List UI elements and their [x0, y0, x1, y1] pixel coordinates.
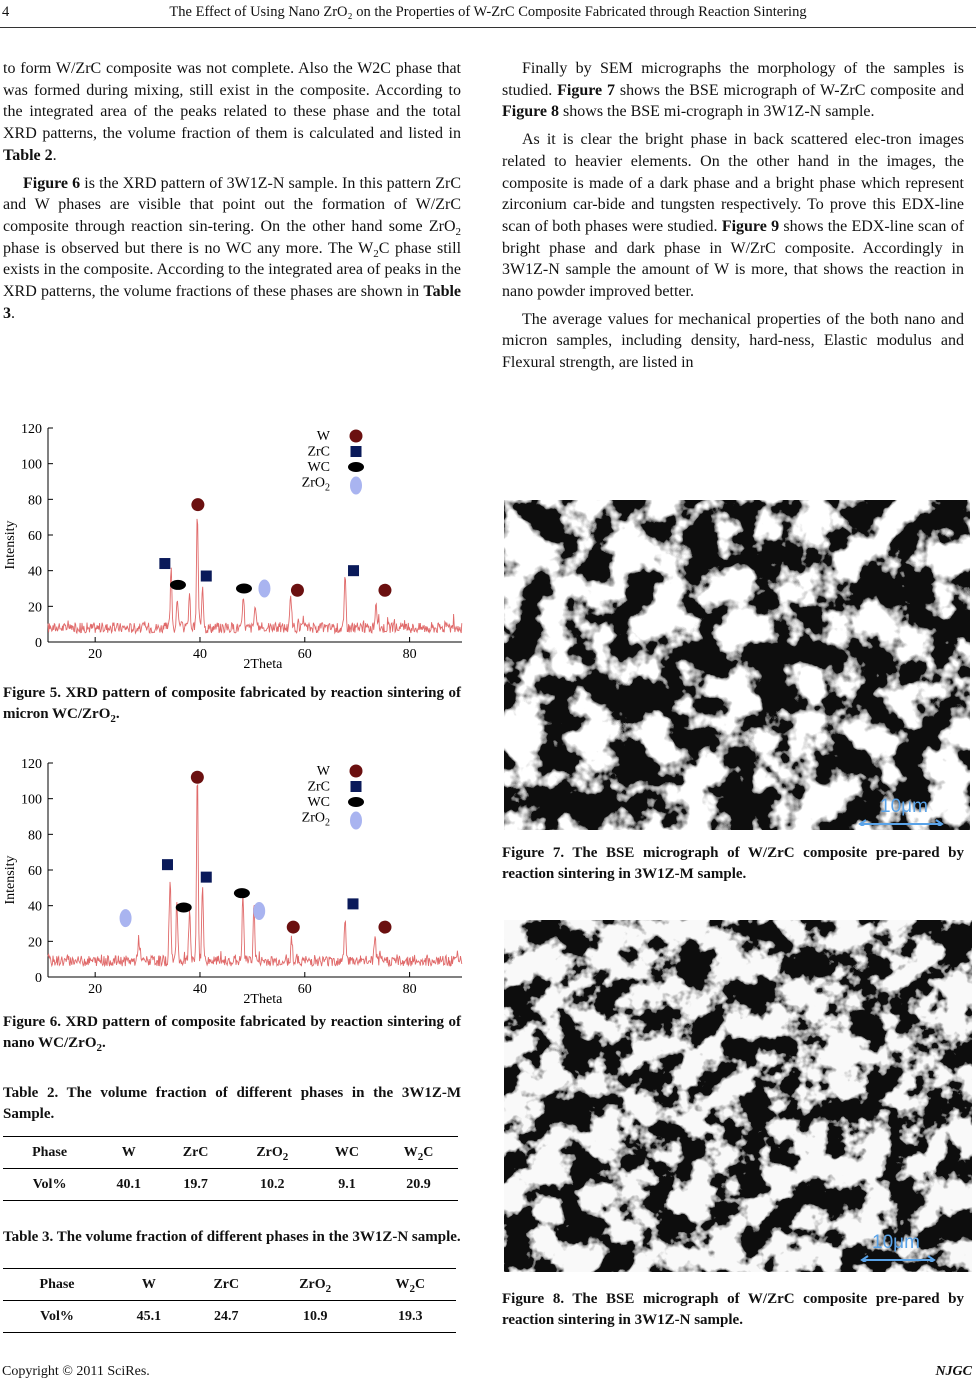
y-tick-label: 0 — [35, 636, 42, 651]
paragraph-text: is the XRD pattern of 3W1Z-N sample. In this pattern ZrC and W phases are visible that point out the formation of W/ZrC composite through reaction sin-tering. On the other hand some ZrO — [3, 174, 461, 235]
y-tick-label: 40 — [28, 899, 42, 915]
table-header-cell: ZrC — [161, 1137, 229, 1169]
page-number: 4 — [2, 4, 10, 20]
x-tick-label: 40 — [192, 647, 207, 662]
table-cell: Vol% — [3, 1169, 96, 1201]
table-header-cell: ZrO$_2$ — [230, 1137, 315, 1169]
table-header-cell: $W_2C$ — [379, 1137, 458, 1169]
table-ref[interactable]: Table 3 — [3, 283, 462, 322]
x-tick-label: 20 — [88, 647, 103, 662]
figure-ref[interactable]: Figure 7 — [557, 81, 616, 99]
running-header — [0, 4, 976, 24]
marker-wc-icon — [236, 584, 252, 594]
left-column — [3, 58, 461, 330]
figure-8-caption: Figure 8. The BSE micrograph of W/ZrC composite pre-pared by reaction sintering in 3W1Z-N sample. — [502, 1291, 964, 1328]
marker-zro2-icon — [253, 902, 265, 920]
y-tick-label: 80 — [28, 493, 42, 509]
marker-zrc-icon — [351, 781, 362, 792]
header-title: The Effect of Using Nano ZrO₂ on the Properties of W-ZrC Composite Fabricated through Reaction Sintering — [169, 4, 807, 20]
table-header-row — [3, 1137, 458, 1169]
paragraph-text: phase is observed but there is no WC any more. The W — [3, 239, 374, 257]
table-header-cell: W — [96, 1137, 161, 1169]
header-rule — [0, 27, 976, 28]
x-tick-label: 60 — [297, 982, 312, 997]
marker-zrc-icon — [348, 565, 359, 576]
micrograph-image — [504, 920, 972, 1272]
table-cell: 19.3 — [365, 1301, 456, 1333]
paragraph — [502, 58, 964, 123]
table-header-cell: Phase — [3, 1137, 96, 1169]
paragraph: Figure 6 is the XRD pattern of 3W1Z-N sample. In this pattern ZrC and W phases are visible that point out the formation of W/ZrC composite through reaction sin-tering. On the other hand some ZrO$_2$ phase is observed but there is no WC any more. The $W_2C$ phase still exists in the composite. According to the integrated area of peaks in the XRD patterns, the volume fractions of these phases are shown in Table 3. — [3, 174, 462, 322]
x-axis-label: 2Theta — [243, 657, 283, 670]
y-tick-label: 40 — [28, 564, 42, 580]
table-header-row — [3, 1269, 456, 1301]
legend-label: ZrO$_2$ — [301, 810, 330, 829]
y-tick-label: 120 — [21, 757, 42, 772]
scale-arrow-icon — [858, 1236, 938, 1262]
micrograph-image — [504, 500, 970, 830]
marker-w-icon — [378, 921, 391, 934]
table-header-cell: WC — [315, 1137, 379, 1169]
table-row — [3, 1169, 458, 1201]
marker-zro2-icon — [350, 812, 362, 830]
paragraph-text: Finally by SEM micrographs the morphology of the samples is studied. — [502, 60, 964, 99]
scale-arrow-icon — [856, 800, 946, 826]
table-cell: 10.2 — [230, 1169, 315, 1201]
table-cell: Vol% — [3, 1301, 111, 1333]
marker-zrc-icon — [162, 859, 173, 870]
marker-wc-icon — [170, 580, 186, 590]
x-tick-label: 80 — [402, 982, 417, 997]
xrd-plot — [0, 755, 466, 1005]
y-tick-label: 80 — [28, 828, 42, 844]
bse-micrograph-fig7: 10μm — [504, 500, 970, 830]
y-tick-label: 120 — [21, 422, 42, 437]
legend-label: W — [316, 429, 330, 444]
table-ref[interactable]: Table 2 — [3, 146, 53, 164]
marker-wc-icon — [348, 797, 364, 807]
paragraph — [502, 309, 964, 374]
table-header-cell: W — [111, 1269, 187, 1301]
paragraph — [502, 129, 964, 303]
table-3 — [3, 1268, 456, 1333]
paragraph-text: shows the BSE mi-crograph in 3W1Z-N sample. — [563, 103, 875, 121]
table-cell: 20.9 — [379, 1169, 458, 1201]
paragraph-text: shows the BSE micrograph of W-ZrC composite and — [619, 81, 965, 99]
marker-w-icon — [350, 430, 363, 443]
y-tick-label: 100 — [21, 457, 42, 473]
x-tick-label: 20 — [88, 982, 103, 997]
paragraph-text: C phase still exists in the composite. According to the integrated area of peaks in the XRD patterns, the volume fractions of these phases are shown in — [3, 239, 462, 301]
marker-wc-icon — [348, 462, 364, 472]
y-axis-label: Intensity — [3, 520, 18, 570]
figure-5-caption: Figure 5. XRD pattern of composite fabricated by reaction sintering of micron WC/ZrO$_2$. — [3, 685, 461, 725]
bse-micrograph-fig8: 10μm — [504, 920, 972, 1272]
table-cell: 19.7 — [161, 1169, 229, 1201]
x-axis-label: 2Theta — [243, 992, 283, 1005]
figure-ref[interactable]: Figure 6 — [23, 174, 81, 192]
paragraph-text: shows the EDX-line scan of bright phase and dark phase in W/ZrC composite. Accordingly in 3W1Z-N sample the amount of W is more, that shows the reaction in nano powder improved better. — [502, 217, 965, 301]
table-cell: 24.7 — [187, 1301, 266, 1333]
table-3-caption: Table 3. The volume fraction of different phases in the 3W1Z-N sample. — [3, 1229, 461, 1245]
marker-w-icon — [350, 765, 363, 778]
legend-label: W — [316, 764, 330, 779]
x-tick-label: 60 — [297, 647, 312, 662]
table-cell: 45.1 — [111, 1301, 187, 1333]
marker-zro2-icon — [258, 580, 270, 598]
paragraph-text: to form W/ZrC composite was not complete. Also the W2C phase that was formed during mixing, still exist in the composite. According to the integrated area of the peaks related to these phase and the total XRD patterns, the volume fraction of them is calculated and listed in — [3, 60, 461, 143]
y-tick-label: 20 — [28, 600, 42, 616]
xrd-chart-fig5 — [0, 420, 466, 670]
marker-zrc-icon — [347, 898, 358, 909]
marker-zrc-icon — [201, 872, 212, 883]
figure-7-caption: Figure 7. The BSE micrograph of W/ZrC composite pre-pared by reaction sintering in 3W1Z-M sample. — [502, 845, 964, 882]
xrd-chart-fig6 — [0, 755, 466, 1005]
marker-w-icon — [287, 921, 300, 934]
table-cell: 40.1 — [96, 1169, 161, 1201]
marker-zrc-icon — [351, 446, 362, 457]
marker-zrc-icon — [201, 571, 212, 582]
table-cell: 10.9 — [266, 1301, 365, 1333]
table-header-cell: Phase — [3, 1269, 111, 1301]
table-row — [3, 1301, 456, 1333]
x-tick-label: 40 — [192, 982, 207, 997]
legend-subscript: 2 — [325, 817, 330, 829]
figure-ref[interactable]: Figure 8 — [502, 103, 560, 121]
legend-label: ZrC — [307, 444, 330, 460]
y-tick-label: 0 — [35, 971, 42, 986]
paragraph-text: The average values for mechanical properties of the both nano and micron samples, including density, hard-ness, Elastic modulus and Flexural strength, are listed in — [502, 310, 964, 372]
legend-label: ZrC — [307, 779, 330, 795]
marker-w-icon — [291, 584, 304, 597]
marker-zrc-icon — [159, 558, 170, 569]
journal-abbrev: NJGC — [935, 1364, 972, 1379]
y-tick-label: 100 — [21, 792, 42, 808]
table-cell: 9.1 — [315, 1169, 379, 1201]
table-2-caption: Table 2. The volume fraction of different phases in the 3W1Z-M Sample. — [3, 1085, 461, 1122]
marker-zro2-icon — [350, 477, 362, 495]
marker-zro2-icon — [120, 909, 132, 927]
y-axis-label: Intensity — [3, 855, 18, 905]
intensity-line — [48, 785, 462, 966]
xrd-plot — [0, 420, 466, 670]
table-2 — [3, 1136, 458, 1201]
marker-w-icon — [378, 584, 391, 597]
legend-label: WC — [307, 795, 330, 810]
table-header-cell: ZrO$_2$ — [266, 1269, 365, 1301]
copyright: Copyright © 2011 SciRes. — [2, 1364, 150, 1379]
figure-ref[interactable]: Figure 9 — [721, 217, 780, 235]
y-tick-label: 60 — [28, 529, 42, 544]
legend-label: ZrO$_2$ — [301, 475, 330, 494]
x-tick-label: 80 — [402, 647, 417, 662]
marker-w-icon — [191, 771, 204, 784]
y-tick-label: 20 — [28, 935, 42, 951]
table-header-cell: ZrC — [187, 1269, 266, 1301]
paragraph-text: As it is clear the bright phase in back scattered elec-tron images related to heavier elements. On the other hand in the images, the composite is made of a dark phase and a bright phase which represent zirconium car-bide and tungsten respectively. To prove this EDX-line scan of both phases were studied. — [502, 131, 964, 235]
figure-6-caption: Figure 6. XRD pattern of composite fabricated by reaction sintering of nano WC/ZrO$_2$. — [3, 1014, 461, 1054]
intensity-line — [48, 519, 462, 633]
marker-wc-icon — [176, 902, 192, 912]
y-tick-label: 60 — [28, 864, 42, 879]
legend-label: WC — [307, 460, 330, 475]
paragraph: to form W/ZrC composite was not complete. Also the W2C phase that was formed during mixing, still exist in the composite. According to the integrated area of the peaks related to these phase and the total XRD patterns, the volume fraction of them is calculated and listed in Table 2. — [3, 60, 461, 164]
marker-w-icon — [191, 498, 204, 511]
table-header-cell: $W_2C$ — [365, 1269, 456, 1301]
legend-subscript: 2 — [325, 482, 330, 494]
right-column — [502, 58, 964, 380]
marker-wc-icon — [234, 888, 250, 898]
